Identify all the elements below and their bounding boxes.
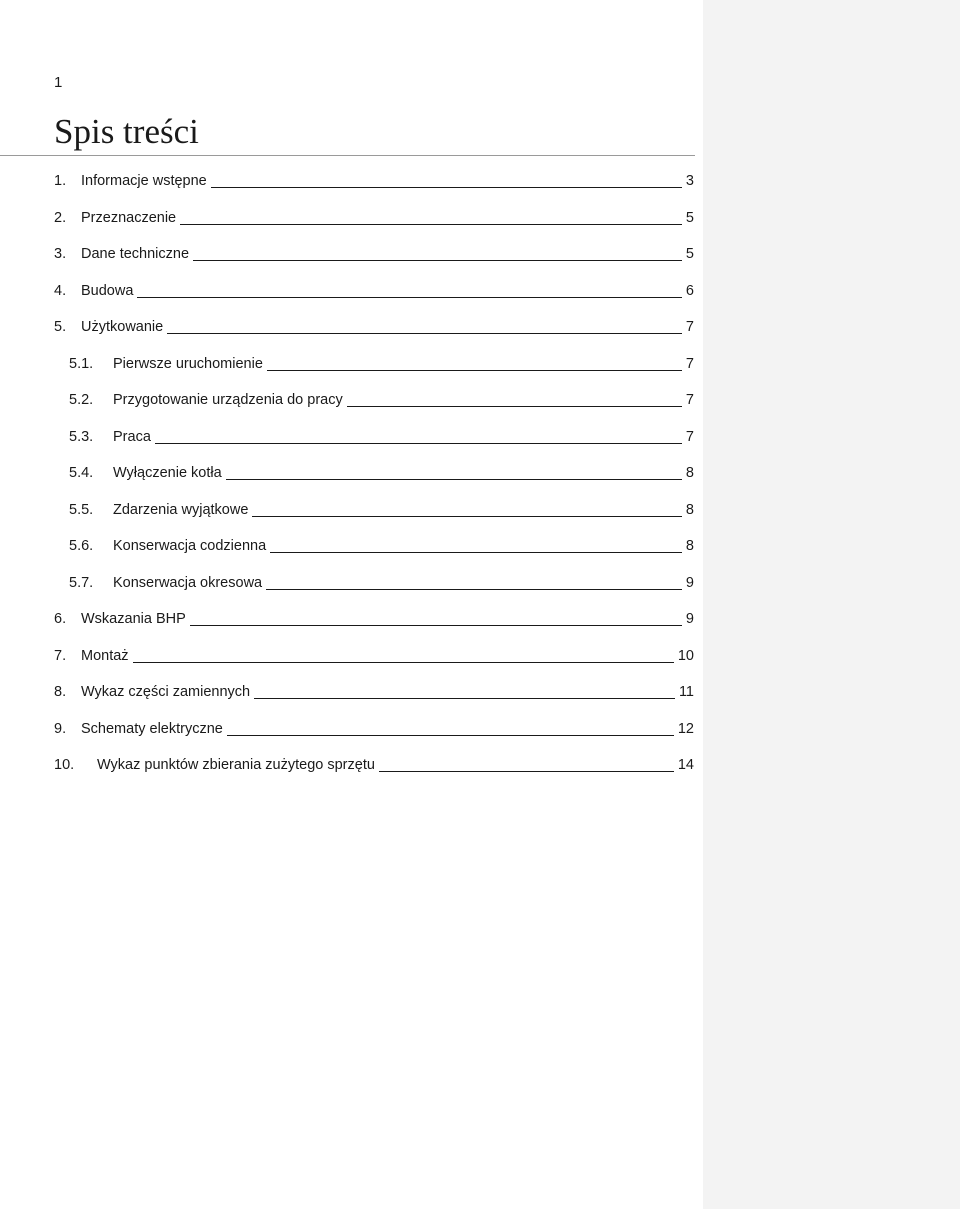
toc-entry-page: 7 [685,319,694,335]
toc-entry[interactable] [54,681,694,718]
toc-entry[interactable] [54,280,694,317]
toc-entry-page: 14 [677,757,694,773]
toc-entry-page: 8 [685,465,694,481]
toc-leader-line [347,389,682,407]
page-number: 1 [54,74,63,91]
toc-entry-number: 10. [54,757,75,773]
toc-entry-number: 5.5. [69,501,94,518]
toc-subentry[interactable] [54,535,694,572]
toc-entry-page: 5 [685,209,694,226]
toc-entry-number: 5.7. [69,574,94,591]
toc-entry[interactable] [54,718,694,755]
toc-subentry[interactable] [54,426,694,463]
comments-margin-pane [703,0,960,1209]
toc-entry-number: 1. [54,173,67,189]
toc-entry-number: 6. [54,611,67,627]
toc-entry-page: 8 [685,501,694,518]
toc-leader-line [226,462,682,480]
toc-entry-number: 5.3. [69,428,94,445]
toc-leader-line [270,535,682,553]
toc-subentry[interactable] [54,572,694,609]
toc-entry[interactable] [54,316,694,353]
toc-entry-title: Dane techniczne [81,246,190,262]
toc-entry-page: 3 [685,173,694,189]
toc-leader-line [155,426,682,444]
toc-entry-page: 7 [685,392,694,408]
toc-leader-line [252,499,682,517]
toc-leader-line [167,316,682,334]
toc-entry-number: 5.6. [69,538,94,554]
toc-entry-page: 10 [677,647,694,664]
toc-entry-title: Budowa [81,282,134,299]
toc-entry[interactable] [54,170,694,207]
toc-entry-page: 9 [685,574,694,591]
toc-entry-page: 5 [685,246,694,262]
toc-entry-number: 5.2. [69,392,94,408]
table-of-contents [54,170,694,791]
title-divider [0,155,695,156]
toc-entry-page: 9 [685,611,694,627]
toc-entry-number: 5. [54,319,67,335]
toc-leader-line [266,572,682,590]
toc-entry-number: 7. [54,647,67,664]
toc-leader-line [180,207,682,225]
toc-title: Spis treści [54,112,199,151]
toc-leader-line [254,681,675,699]
toc-leader-line [190,608,682,626]
toc-entry[interactable] [54,645,694,682]
toc-entry-page: 7 [685,428,694,445]
toc-entry-title: Wyłączenie kotła [113,465,222,481]
toc-subentry[interactable] [54,353,694,390]
toc-leader-line [211,170,682,188]
toc-leader-line [193,243,682,261]
toc-entry[interactable] [54,608,694,645]
toc-entry-title: Konserwacja codzienna [113,538,267,554]
toc-entry-title: Przeznaczenie [81,209,177,226]
toc-entry-number: 4. [54,282,67,299]
toc-leader-line [133,645,674,663]
toc-entry[interactable] [54,754,694,791]
toc-leader-line [379,754,674,772]
toc-entry-title: Zdarzenia wyjątkowe [113,501,249,518]
toc-subentry[interactable] [54,499,694,536]
toc-entry-title: Schematy elektryczne [81,720,223,737]
toc-entry-title: Informacje wstępne [81,173,207,189]
toc-entry-page: 12 [677,720,694,737]
toc-entry-page: 8 [685,538,694,554]
toc-entry-number: 5.4. [69,465,94,481]
toc-entry-title: Montaż [81,647,129,664]
toc-entry-number: 9. [54,720,67,737]
toc-entry-page: 11 [678,684,694,700]
toc-entry-title: Konserwacja okresowa [113,574,263,591]
toc-entry-number: 3. [54,246,67,262]
toc-entry-title: Wykaz części zamiennych [81,684,251,700]
toc-entry[interactable] [54,243,694,280]
toc-entry-title: Pierwsze uruchomienie [113,355,263,372]
toc-leader-line [267,353,682,371]
toc-entry-number: 8. [54,684,67,700]
toc-leader-line [227,718,674,736]
toc-entry-number: 5.1. [69,355,94,372]
toc-entry-title: Praca [113,428,151,445]
toc-entry-title: Wskazania BHP [81,611,186,627]
toc-leader-line [137,280,682,298]
toc-subentry[interactable] [54,462,694,499]
toc-subentry[interactable] [54,389,694,426]
toc-entry-title: Wykaz punktów zbierania zużytego sprzętu [97,757,375,773]
toc-entry[interactable] [54,207,694,244]
toc-entry-title: Przygotowanie urządzenia do pracy [113,392,343,408]
toc-entry-number: 2. [54,209,67,226]
toc-entry-page: 6 [685,282,694,299]
toc-entry-page: 7 [685,355,694,372]
toc-entry-title: Użytkowanie [81,319,164,335]
